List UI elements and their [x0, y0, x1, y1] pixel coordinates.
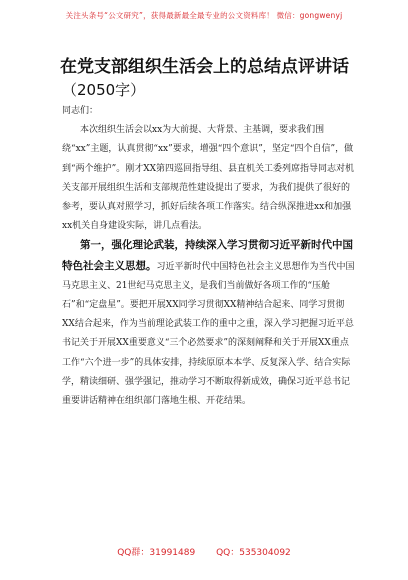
section-1-heading: 第一，强化理论武装，持续深入学习贯彻习近平新时代中国特色社会主义思想。 [62, 239, 353, 272]
section-1-paragraph [62, 236, 356, 411]
document-body [62, 102, 356, 411]
greeting: 同志们： [62, 106, 99, 116]
qq-group: QQ群：31991489 [117, 548, 196, 558]
page-title: 在党支部组织生活会上的总结点评讲话 [60, 57, 349, 77]
section-1-body: 习近平新时代中国特色社会主义思想作为当代中国马克思主义、21世纪马克思主义，是我们当前做好各项工作的“压舱石”和“定盘星”。要把开展XX同学习贯彻XX精神结合起来、同学习贯彻XX结合起来，作为当前理论武装工作的重中之重，深入学习把握习近平总书记关于开展XX重要意义“三个必然要求”的深刻阐释和关于开展XX重点工作“六个进一步”的具体安排，持续原原本本学、反复深入学、结合实际学，精读细研、强学强记，推动学习不断取得新成效，确保习近平总书记重要讲话精神在组织部门落地生根、开花结果。 [62, 261, 355, 407]
footer-contacts [0, 545, 408, 558]
intro-paragraph: 本次组织生活会以xx为大前提、大背景、主基调，要求我们围绕“xx”主题，认真贯彻“xx”要求，增强“四个意识”，坚定“四个自信”，做到“两个维护”。刚才XX第四巡回指导组、县直机关工委列席指导同志对机关支部开展组织生活和支部规范性建设提出了要求，为我们提供了很好的参考，要认真对照学习，抓好后续各项工作落实。结合纵深推进xx和加强xx机关自身建设实际，讲几点看法。 [62, 125, 355, 232]
qq-number: QQ：535304092 [216, 548, 291, 558]
word-count-subtitle: （2050字） [62, 81, 146, 99]
top-banner: 关注头条号“公文研究”，获得最新最全最专业的公文资料库！ 微信：gongwenyj [65, 11, 343, 20]
